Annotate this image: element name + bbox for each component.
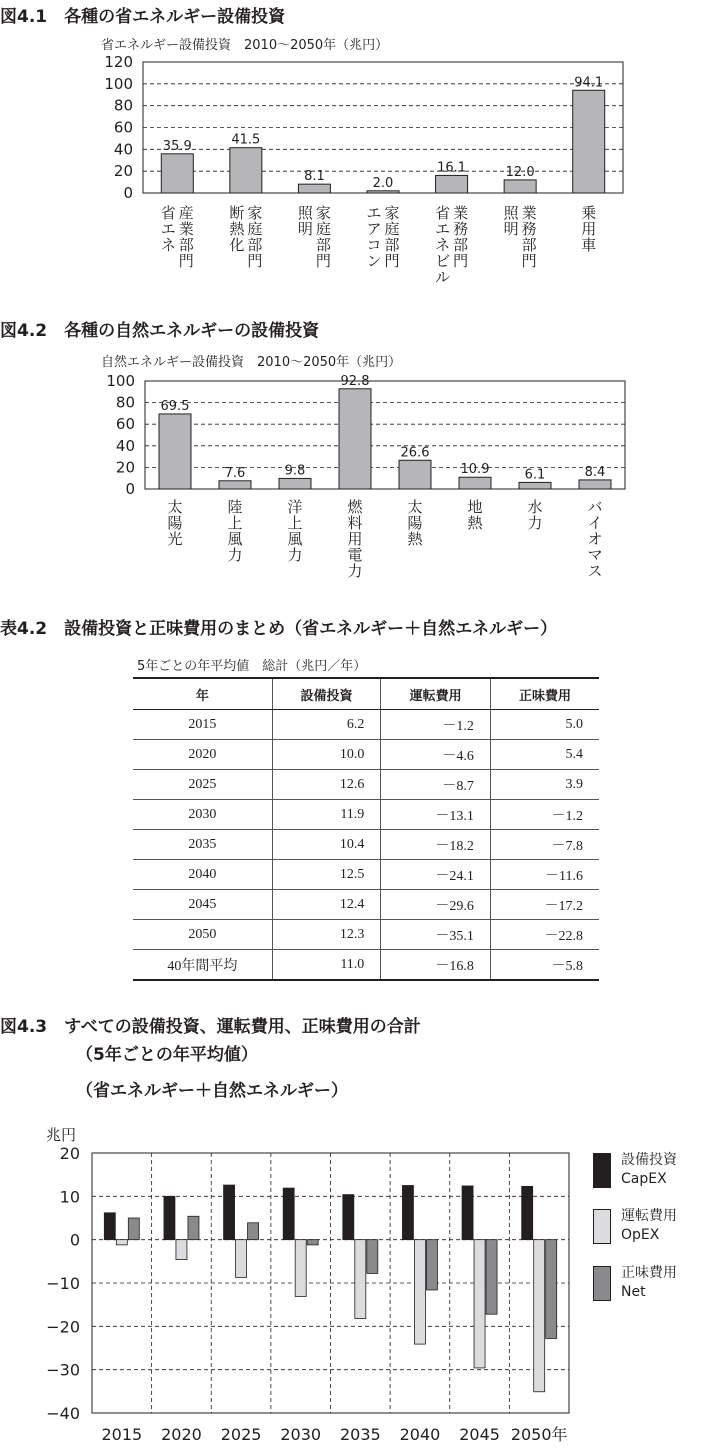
legend-swatch-opex (593, 1209, 611, 1244)
category-label-char: エ (366, 204, 382, 222)
category-label-char: ス (587, 562, 603, 580)
y-tick-label: 60 (113, 118, 133, 137)
table-cell: 2040 (133, 860, 272, 890)
bar-net (426, 1240, 437, 1290)
bar-value-label: 69.5 (160, 398, 190, 414)
table-cell: －7.8 (490, 830, 599, 860)
category-label-char: 化 (229, 236, 245, 254)
category-label-char: 水 (527, 498, 543, 516)
table-cell: －16.8 (381, 950, 491, 981)
bar-value-label: 6.1 (524, 467, 546, 483)
y-tick-label: 80 (115, 393, 135, 412)
bar-value-label: 10.9 (460, 462, 490, 478)
bar-value-label: 7.6 (224, 465, 246, 481)
table-cell: －17.2 (490, 890, 599, 920)
category-label-char: 力 (527, 514, 543, 532)
table-cell: －35.1 (381, 920, 491, 950)
y-tick-label: 120 (104, 53, 133, 71)
table-cell: －24.1 (381, 860, 491, 890)
y-tick-label: −10 (46, 1274, 80, 1293)
bar-opex (236, 1240, 247, 1278)
category-label-char: 家 (384, 204, 400, 222)
x-tick-label: 2035 (339, 1425, 381, 1444)
bar-value-label: 12.0 (505, 164, 535, 180)
category-label-char: 庭 (384, 220, 400, 238)
y-tick-label: 40 (113, 140, 133, 159)
bar-capex (343, 1195, 354, 1240)
table-cell: 11.9 (272, 800, 381, 830)
bar-capex (224, 1185, 235, 1240)
y-axis-label: 兆円 (46, 1126, 77, 1144)
table-cell: －13.1 (381, 800, 491, 830)
table-cell: －4.6 (381, 740, 491, 770)
column-header-net: 正味費用 (490, 678, 599, 710)
bar-value-label: 8.1 (304, 169, 325, 185)
bar-net (486, 1240, 497, 1315)
legend-label-net: 正味費用 Net (621, 1265, 677, 1300)
category-label-char: 乗 (581, 204, 597, 222)
category-label-char: 光 (167, 530, 183, 548)
bar-opex (295, 1240, 306, 1297)
bar-value-label: 9.8 (284, 463, 306, 479)
table-cell: 10.4 (272, 830, 381, 860)
column-header-year: 年 (133, 678, 272, 710)
category-label-char: エ (160, 220, 176, 238)
table-cell: 2045 (133, 890, 272, 920)
category-label-char: 地 (467, 498, 483, 516)
table-cell: 2020 (133, 740, 272, 770)
table-cell: 2035 (133, 830, 272, 860)
table-cell: 40年間平均 (133, 950, 272, 981)
bar-net (128, 1218, 139, 1240)
column-header-capex: 設備投資 (272, 678, 381, 710)
category-label-char: 部 (521, 236, 537, 254)
category-label-char: 庭 (315, 220, 331, 238)
category-label-char: 風 (227, 530, 243, 548)
figure-4-1-title: 図4.1 各種の省エネルギー設備投資 (0, 7, 286, 27)
category-label-char: 省 (435, 204, 451, 222)
category-label-char: 部 (315, 236, 331, 254)
category-label-char: 業 (453, 204, 469, 222)
category-label-char: 熱 (229, 220, 245, 238)
category-label-char: 照 (503, 204, 519, 222)
category-label-char: 業 (178, 220, 194, 238)
category-label-char: 用 (347, 530, 363, 548)
figure-4-1-subtitle: 省エネルギー設備投資 2010～2050年（兆円） (101, 38, 389, 53)
category-label-char: ネ (160, 236, 176, 254)
table-caption: 5年ごとの年平均値 総計（兆円／年） (137, 659, 367, 674)
bar-capex (402, 1186, 413, 1240)
x-tick-label: 2025 (220, 1425, 262, 1444)
category-label-char: 用 (581, 220, 597, 238)
category-label-char: 上 (287, 514, 303, 532)
bar-net (546, 1240, 557, 1339)
legend-label-capex: 設備投資 CapEX (621, 1152, 677, 1187)
bar-capex (283, 1188, 294, 1240)
category-label-char: 照 (297, 204, 313, 222)
column-header-opex: 運転費用 (381, 678, 491, 710)
bar-opex (534, 1240, 545, 1392)
x-tick-label: 2015 (101, 1425, 143, 1444)
category-label-char: 上 (227, 514, 243, 532)
table-cell: －5.8 (490, 950, 599, 981)
y-tick-label: 100 (106, 372, 135, 390)
category-label-char: 陸 (227, 498, 243, 516)
table-cell: 6.2 (272, 710, 381, 740)
category-label-char: 家 (315, 204, 331, 222)
category-label-char: 家 (247, 204, 263, 222)
category-label-char: 務 (453, 220, 469, 238)
category-label-char: 明 (503, 220, 519, 238)
figure-4-2-title: 図4.2 各種の自然エネルギーの設備投資 (0, 321, 320, 341)
table-cell: －1.2 (381, 710, 491, 740)
bar-value-label: 94.1 (574, 75, 604, 91)
category-label-char: 力 (347, 562, 363, 580)
bar-capex (462, 1186, 473, 1240)
bar-value-label: 41.5 (231, 132, 261, 148)
category-label-char: バ (587, 498, 603, 516)
category-label-char: 門 (453, 252, 469, 270)
y-tick-label: 20 (59, 1144, 80, 1163)
category-label-char: 門 (247, 252, 263, 270)
table-cell: 2025 (133, 770, 272, 800)
category-label-char: 熱 (467, 514, 483, 532)
category-label-char: 断 (229, 204, 245, 222)
category-label-char: 業 (521, 204, 537, 222)
bar-value-label: 2.0 (372, 175, 394, 191)
category-label-char: ア (366, 220, 382, 238)
category-label-char: ン (366, 252, 382, 270)
figure-4-3-title-line2: （5年ごとの年平均値） (76, 1045, 258, 1065)
category-label-char: 太 (407, 498, 423, 516)
bar-opex (355, 1240, 366, 1319)
table-cell: －8.7 (381, 770, 491, 800)
table-cell: －18.2 (381, 830, 491, 860)
category-label-char: ネ (435, 236, 451, 254)
x-tick-label: 2050年 (510, 1425, 568, 1444)
category-label-char: 務 (521, 220, 537, 238)
category-label-char: 陽 (407, 514, 423, 532)
table-cell: －22.8 (490, 920, 599, 950)
legend-label-opex: 運転費用 OpEX (621, 1208, 677, 1243)
bar-opex (474, 1240, 485, 1368)
y-tick-label: 100 (104, 74, 133, 93)
category-label-char: オ (587, 530, 603, 548)
category-label-char: 門 (384, 252, 400, 270)
bar-net (307, 1240, 318, 1245)
category-label-char: 力 (227, 546, 243, 564)
category-label-char: 省 (160, 204, 176, 222)
y-tick-label: 10 (59, 1187, 80, 1207)
bar-opex (176, 1240, 187, 1260)
bar-opex (414, 1240, 425, 1344)
bar-net (367, 1240, 378, 1274)
y-tick-label: 40 (115, 436, 135, 455)
category-label-char: 車 (581, 236, 597, 254)
category-label-char: 洋 (287, 498, 303, 516)
table-cell: 11.0 (272, 950, 381, 981)
table-cell: 12.3 (272, 920, 381, 950)
category-label-char: 部 (247, 236, 263, 254)
bar-value-label: 8.4 (584, 464, 606, 480)
bar-net (248, 1223, 259, 1240)
table-cell: 12.4 (272, 890, 381, 920)
y-tick-label: −20 (46, 1317, 80, 1337)
category-label-char: ル (435, 268, 451, 286)
figure-4-2-subtitle: 自然エネルギー設備投資 2010～2050年（兆円） (101, 355, 402, 370)
category-label-char: 電 (347, 546, 363, 564)
table-cell: 2030 (133, 800, 272, 830)
category-label-char: 庭 (247, 220, 263, 238)
category-label-char: 料 (347, 514, 363, 532)
x-tick-label: 2045 (459, 1425, 500, 1444)
category-label-char: コ (366, 236, 382, 254)
category-label-char: 門 (521, 252, 537, 270)
table-cell: －1.2 (490, 800, 599, 830)
bar-net (188, 1216, 199, 1239)
x-tick-label: 2040 (399, 1425, 441, 1444)
y-tick-label: −40 (46, 1404, 80, 1423)
category-label-char: 力 (287, 546, 303, 564)
category-label-char: 部 (178, 236, 194, 254)
table-cell: －29.6 (381, 890, 491, 920)
category-label-char: 陽 (167, 514, 183, 532)
category-label-char: エ (435, 220, 451, 238)
table-cell: 5.0 (490, 710, 599, 740)
bar-opex (116, 1240, 127, 1245)
category-label-char: ビ (435, 252, 451, 270)
category-label-char: 太 (167, 498, 183, 516)
category-label-char: 産 (178, 204, 194, 222)
category-label-char: 燃 (347, 498, 363, 516)
legend-swatch-net (593, 1266, 611, 1301)
y-tick-label: 80 (113, 96, 133, 115)
y-tick-label: 0 (69, 1230, 80, 1250)
table-cell: 2050 (133, 920, 272, 950)
category-label-char: 風 (287, 530, 303, 548)
bar-capex (164, 1196, 175, 1239)
y-tick-label: 60 (115, 415, 135, 434)
category-label-char: 部 (453, 236, 469, 254)
legend-swatch-capex (593, 1153, 611, 1188)
y-tick-label: 0 (123, 184, 133, 202)
category-label-char: イ (587, 514, 603, 532)
bar-value-label: 35.9 (162, 138, 192, 154)
bar-capex (522, 1186, 533, 1239)
y-tick-label: 20 (115, 458, 135, 477)
category-label-char: 明 (297, 220, 313, 238)
bar-value-label: 16.1 (437, 160, 467, 176)
table-cell: 12.6 (272, 770, 381, 800)
table-cell: －11.6 (490, 860, 599, 890)
figure-4-3-title-line3: （省エネルギー＋自然エネルギー） (76, 1081, 348, 1101)
table-cell: 5.4 (490, 740, 599, 770)
category-label-char: 熱 (407, 530, 423, 548)
category-label-char: 門 (315, 252, 331, 270)
y-tick-label: 0 (125, 480, 135, 498)
category-label-char: マ (587, 546, 603, 564)
table-cell: 10.0 (272, 740, 381, 770)
category-label-char: 門 (178, 252, 194, 270)
table-cell: 2015 (133, 710, 272, 740)
x-tick-label: 2020 (161, 1425, 202, 1444)
y-tick-label: −30 (46, 1360, 80, 1380)
bar-value-label: 26.6 (400, 445, 430, 461)
figure-4-3-title-line1: 図4.3 すべての設備投資、運転費用、正味費用の合計 (0, 1017, 421, 1037)
bar-value-label: 92.8 (340, 373, 370, 389)
table-cell: 3.9 (490, 770, 599, 800)
y-tick-label: 20 (113, 162, 133, 181)
x-tick-label: 2030 (280, 1425, 322, 1444)
category-label-char: 部 (384, 236, 400, 254)
bar-capex (104, 1213, 115, 1240)
table-cell: 12.5 (272, 860, 381, 890)
table-4-2-title: 表4.2 設備投資と正味費用のまとめ（省エネルギー＋自然エネルギー） (0, 619, 558, 639)
